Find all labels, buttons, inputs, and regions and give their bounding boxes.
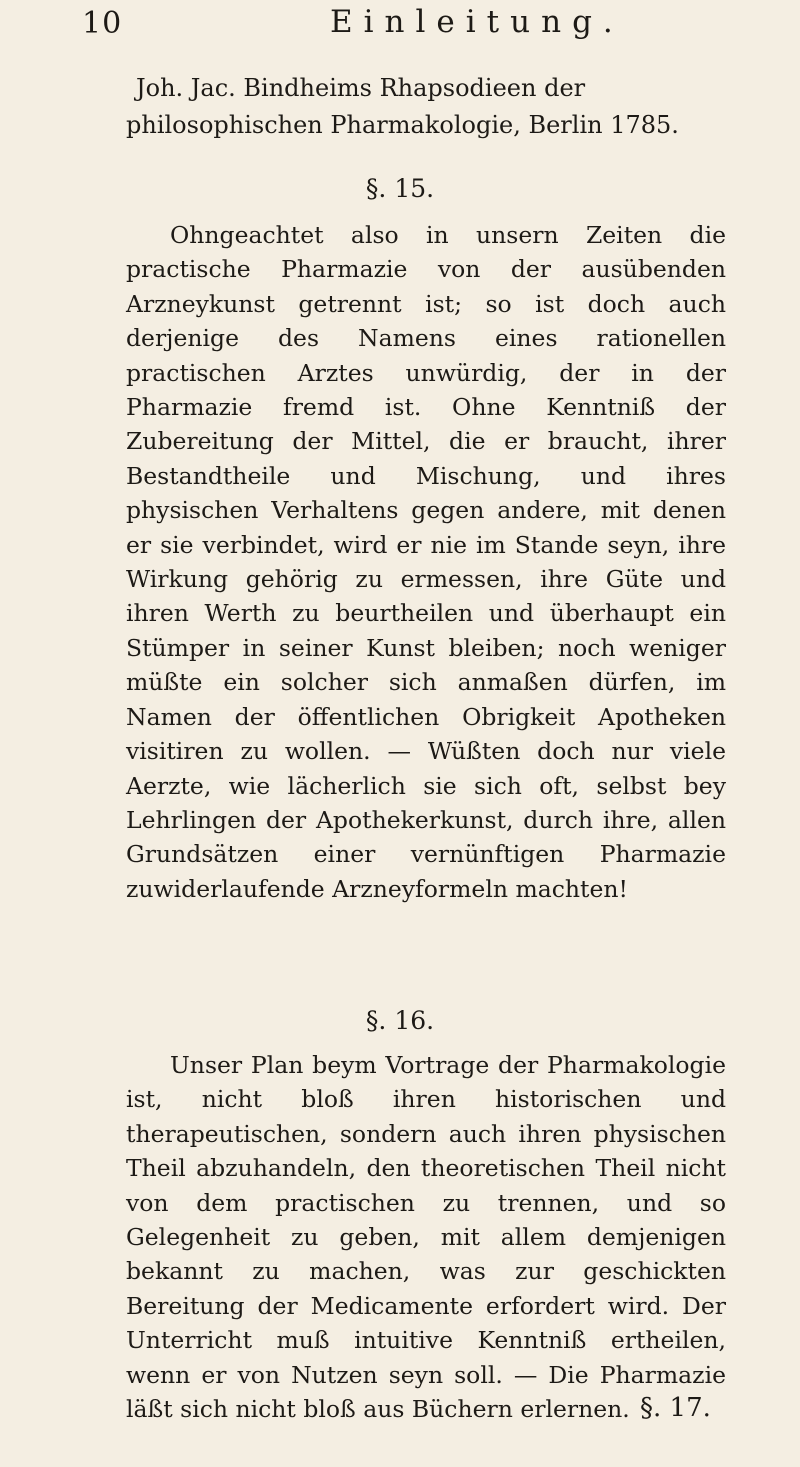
section-heading-15: §. 15. xyxy=(365,174,435,203)
catchword: §. 17. xyxy=(640,1393,711,1423)
section-15-paragraph: Ohngeachtet also in unsern Zeiten die practische Pharmazie von der ausübenden Arzneykunst getrennt ist; so ist doch auch derjenige des Namens eines rationellen practischen Arztes unwürdig, der in der Pharmazie fremd ist. Ohne Kenntniß der Zubereitung der Mittel, die er braucht, ihrer Bestandtheile und Mischung, und ihres physischen Verhaltens gegen andere, mit denen er sie verbindet, wird er nie im Stande seyn, ihre Wirkung gehörig zu ermessen, ihre Güte und ihren Werth zu beurtheilen und überhaupt ein Stümper in seiner Kunst bleiben; noch weniger müßte ein solcher sich anmaßen dürfen, im Namen der öffentlichen Obrigkeit Apotheken visitiren zu wollen. — Wüßten doch nur viele Aerzte, wie lächerlich sie sich oft, selbst bey Lehrlingen der Apothekerkunst, durch ihre, allen Grundsätzen einer vernünftigen Pharmazie zuwiderlaufende Arzneyformeln machten! xyxy=(126,221,726,903)
section-heading-16: §. 16. xyxy=(365,1006,435,1035)
bibliographic-reference: Joh. Jac. Bindheims Rhapsodieen der philosophischen Pharmakologie, Berlin 1785. xyxy=(126,74,679,139)
section-16-paragraph: Unser Plan beym Vortrage der Pharmakologie ist, nicht bloß ihren historischen und therapeutischen, sondern auch ihren physischen Theil abzuhandeln, den theoretischen Theil nicht von dem practischen zu trennen, und so Gelegenheit zu geben, mit allem demjenigen bekannt zu machen, was zur geschickten Bereitung der Medicamente erfordert wird. Der Unterricht muß intuitive Kenntniß ertheilen, wenn er von Nutzen seyn soll. — Die Pharmazie läßt sich nicht bloß aus Büchern erlernen. xyxy=(126,1051,726,1424)
running-head xyxy=(0,0,800,60)
page-number: 10 xyxy=(82,6,123,41)
chapter-title: Einleitung. xyxy=(330,4,624,40)
